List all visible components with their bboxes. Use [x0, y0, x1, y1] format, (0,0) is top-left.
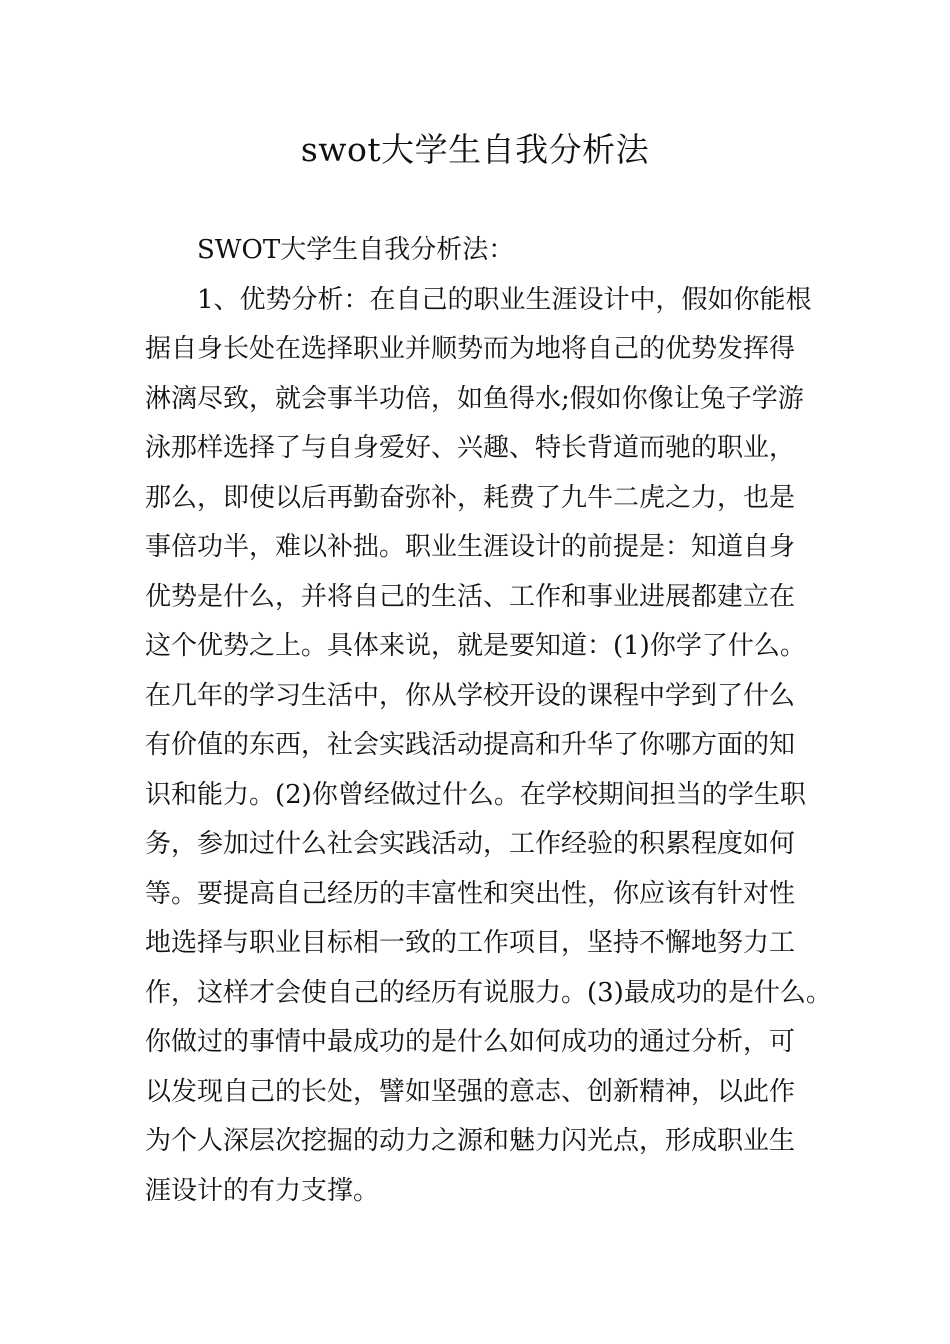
paragraph-line: 优势是什么，并将自己的生活、工作和事业进展都建立在 [145, 581, 796, 612]
paragraph-line: 识和能力。(2)你曾经做过什么。在学校期间担当的学生职 [145, 779, 806, 810]
paragraph-line: 事倍功半，难以补拙。职业生涯设计的前提是：知道自身 [145, 532, 796, 562]
paragraph-line: 为个人深层次挖掘的动力之源和魅力闪光点，形成职业生 [145, 1126, 796, 1156]
paragraph-line: 以发现自己的长处，譬如坚强的意志、创新精神，以此作 [145, 1076, 796, 1107]
paragraph-line: 泳那样选择了与自身爱好、兴趣、特长背道而驰的职业， [145, 433, 796, 463]
paragraph-line: 1、优势分析：在自己的职业生涯设计中，假如你能根 [197, 284, 812, 315]
paragraph-line: 等。要提高自己经历的丰富性和突出性，你应该有针对性 [145, 878, 796, 909]
paragraph-line: 地选择与职业目标相一致的工作项目，坚持不懈地努力工 [145, 928, 796, 958]
paragraph-line: SWOT大学生自我分析法： [197, 235, 515, 265]
paragraph-line: 务，参加过什么社会实践活动，工作经验的积累程度如何 [145, 829, 796, 859]
paragraph-line: 在几年的学习生活中，你从学校开设的课程中学到了什么 [145, 680, 796, 711]
paragraph-line: 据自身长处在选择职业并顺势而为地将自己的优势发挥得 [145, 334, 796, 364]
document-body [145, 226, 832, 1216]
paragraph-line: 你做过的事情中最成功的是什么如何成功的通过分析，可 [145, 1027, 796, 1057]
paragraph-line: 涯设计的有力支撑。 [145, 1175, 380, 1206]
paragraph-line: 作，这样才会使自己的经历有说服力。(3)最成功的是什么。 [145, 977, 832, 1008]
paragraph-line: 这个优势之上。具体来说，就是要知道：(1)你学了什么。 [145, 631, 806, 661]
paragraph-line: 有价值的东西，社会实践活动提高和升华了你哪方面的知 [145, 730, 796, 760]
paragraph-line: 淋漓尽致，就会事半功倍，如鱼得水;假如你像让兔子学游 [145, 383, 804, 414]
document-title: swot大学生自我分析法 [300, 130, 650, 169]
paragraph-line: 那么，即使以后再勤奋弥补，耗费了九牛二虎之力，也是 [145, 482, 796, 513]
